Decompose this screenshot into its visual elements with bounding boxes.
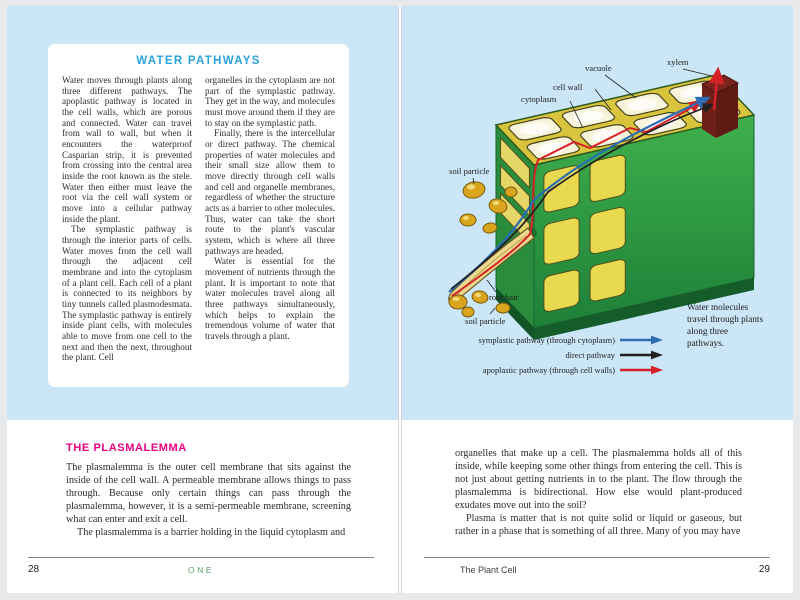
section-paragraph: organelles that make up a cell. The plasmalemma holds all of this inside, while keeping some other things from entering the cell. This is not just about getting nutrients in to the plant. The flow through the plasmalemma is bidirectional. How else would plant-produced exudates move out into the soil? (455, 448, 742, 512)
legend-row-apoplastic (412, 364, 664, 376)
legend-label: apoplastic pathway (through cell walls) (482, 365, 615, 375)
chapter-running-head: ONE (188, 565, 214, 575)
water-pathways-columns (62, 75, 335, 363)
right-page-footer (424, 557, 770, 582)
article-paragraph: Water is essential for the movement of nutrients through the plant. It is important to note that water molecules travel along all three pathways simultaneously, which helps to explain the tremendous volume of water that travels through a plant. (205, 256, 335, 342)
page-number: 28 (28, 564, 40, 575)
page-number: 29 (758, 564, 770, 575)
figure-label-root-hair: root hair (489, 292, 519, 302)
book-running-head: The Plant Cell (460, 565, 517, 575)
symplastic-arrow-icon (620, 335, 664, 345)
water-pathways-title: WATER PATHWAYS (136, 55, 261, 67)
figure-label-cell-wall: cell wall (553, 82, 583, 92)
figure-label-vacuole: vacuole (585, 63, 612, 73)
book-spread (7, 6, 793, 593)
figure-label-cytoplasm: cytoplasm (521, 94, 557, 104)
plasmalemma-title: THE PLASMALEMMA (66, 442, 187, 454)
section-paragraph: The plasmalemma is a barrier holding in the liquid cytoplasm and (77, 527, 346, 539)
water-pathways-column-1 (62, 75, 192, 363)
figure-label-xylem: xylem (667, 57, 689, 67)
legend-label: symplastic pathway (through cytoplasm) (478, 335, 615, 345)
figure-legend (412, 334, 664, 376)
legend-row-direct (412, 349, 664, 361)
legend-label: direct pathway (565, 350, 615, 360)
figure-label-soil-particle: soil particle (465, 316, 506, 326)
article-paragraph: Water moves through plants along three different pathways. The apoplastic pathway is located in the cell walls, which are porous and connected. Water can travel from wall to wall, but when it encounters the waterproof Casparian strip, it is prevented from crossing into the central area inside the root known as the stele. Water then either must leave the root via the cell wall system or move into a cellular pathway inside the plant. (62, 75, 192, 224)
section-paragraph: The plasmalemma is the outer cell membrane that sits against the inside of the cell wall. A permeable membrane allows things to pass through. Because only certain things can pass through the plasmalemma, however, it is a semi-permeable membrane, screening what can enter and exit a cell. (66, 462, 351, 526)
plasmalemma-section-continued (455, 447, 742, 538)
article-paragraph: organelles in the cytoplasm are not part of the symplastic pathway. They get in the way, and molecules must move around them if they are to stay on the symplastic path. (205, 75, 335, 128)
right-page (402, 6, 793, 593)
figure-caption: Water molecules travel through plants along three pathways. (687, 302, 764, 349)
legend-row-symplastic (412, 334, 664, 346)
apoplastic-arrow-icon (620, 365, 664, 375)
section-paragraph: Plasma is matter that is not quite solid or liquid or gaseous, but rather in a phase that is something of all three. Many of you may have (455, 513, 742, 538)
plasmalemma-section (66, 442, 351, 539)
plant-cell-figure (402, 6, 793, 420)
article-paragraph: Finally, there is the intercellular or direct pathway. The chemical properties of water molecules and their small size allow them to move directly through cell walls and cell and organelle membranes, regardless of whether the structure acts as a barrier to other molecules. Thus, water can take the short route to the plant's vascular system, which is where all three pathways are headed. (205, 128, 335, 256)
left-page-footer (28, 557, 374, 582)
article-paragraph: The symplastic pathway is through the interior parts of cells. Water moves from the cell wall through the adjacent cell membrane and into the cytoplasm of a plant cell. Each cell of a plant is connected to its neighbors by tiny tunnels called plasmodesmata. The symplastic pathway is entirely inside plant cells, with molecules able to move from one cell to the next and then the next, throughout the plant. Cell (62, 224, 192, 363)
figure-label-soil-particle: soil particle (449, 166, 490, 176)
direct-arrow-icon (620, 350, 664, 360)
water-pathways-box (48, 44, 349, 387)
water-pathways-column-2 (205, 75, 335, 363)
left-page (7, 6, 398, 593)
